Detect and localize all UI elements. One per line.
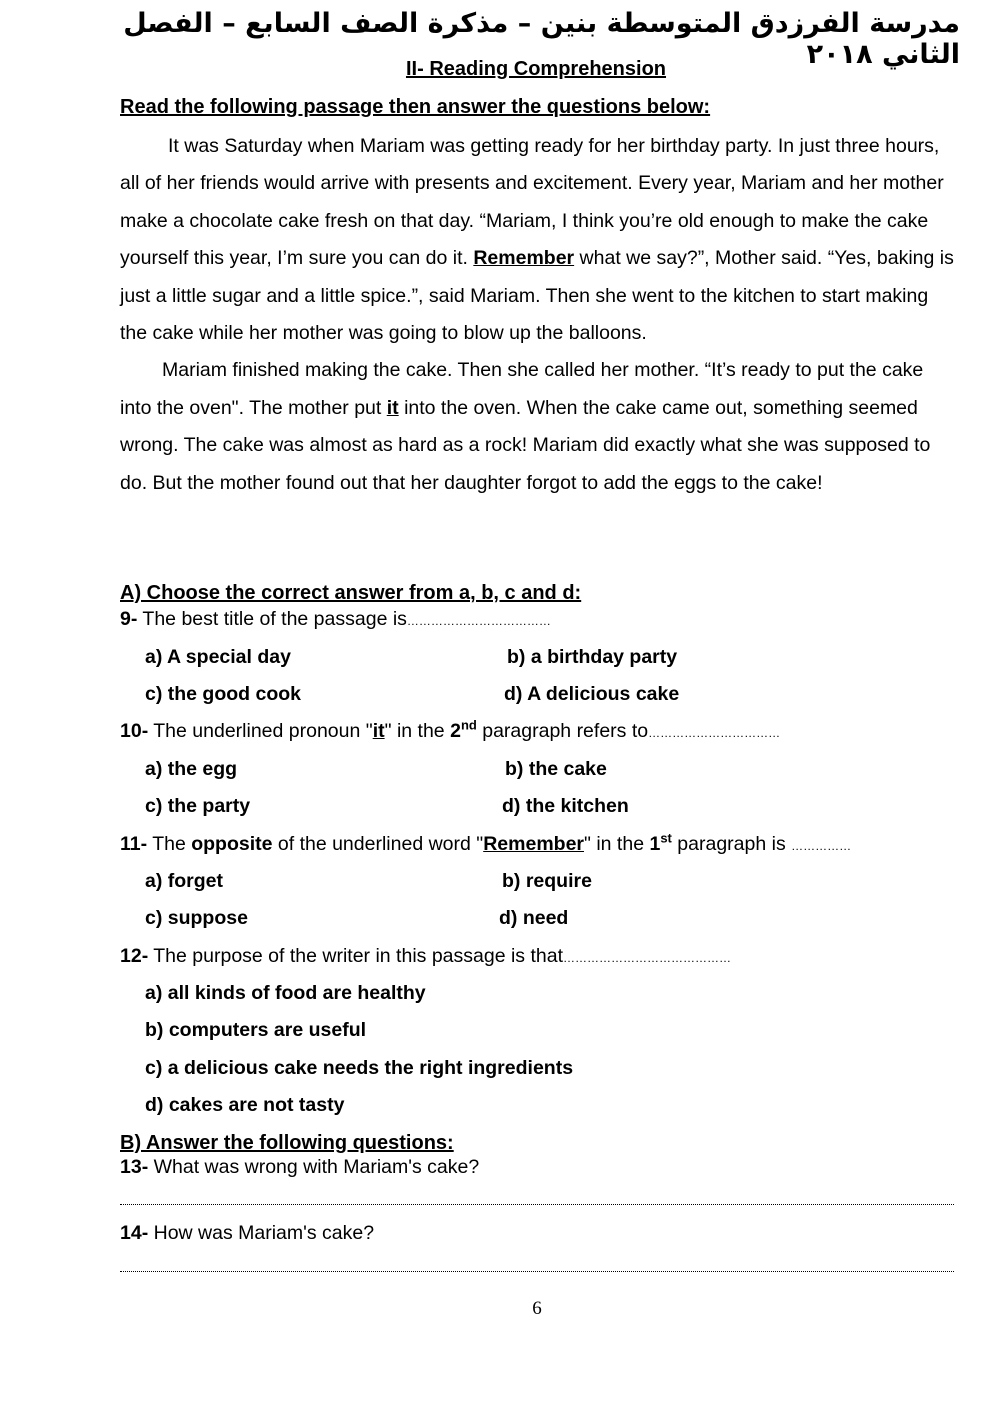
q10-option-b[interactable]: b) the cake: [505, 758, 607, 780]
passage-instruction: Read the following passage then answer the questions below:: [120, 96, 711, 118]
q9-option-d[interactable]: d) A delicious cake: [504, 683, 680, 705]
question-14: [120, 1222, 374, 1245]
q11-ordinal-suffix: st: [660, 830, 672, 846]
q9-text: The best title of the passage is: [142, 608, 407, 630]
q12-option-c[interactable]: c) a delicious cake needs the right ingredients: [145, 1057, 574, 1079]
section-b-heading: B) Answer the following questions:: [120, 1132, 454, 1154]
q10-number: 10-: [120, 720, 149, 742]
q9-number: 9-: [120, 608, 138, 630]
q13-answer-line[interactable]: [120, 1204, 954, 1205]
question-11: [120, 830, 852, 856]
q11-text-post: paragraph is: [671, 833, 792, 855]
keyword-remember: Remember: [473, 247, 575, 270]
p1-text-b: what we say?”, Mother said. “Yes, baking is just a little sugar and a little spice.”, said Mariam. Then she went to the kitchen to start making the cake while her mother was going to blow up the balloons.: [120, 247, 954, 345]
q11-blank: ……………: [791, 839, 852, 853]
q9-option-a[interactable]: a) A special day: [145, 646, 291, 668]
q12-option-d[interactable]: d) cakes are not tasty: [145, 1094, 345, 1116]
q14-text: How was Mariam's cake?: [153, 1222, 375, 1244]
q12-option-a[interactable]: a) all kinds of food are healthy: [145, 982, 426, 1004]
q10-blank: ……………………………: [648, 726, 781, 740]
q10-option-c[interactable]: c) the party: [145, 795, 251, 817]
question-9: [120, 608, 551, 631]
q11-option-c[interactable]: c) suppose: [145, 907, 248, 929]
keyword-it: it: [386, 396, 399, 419]
q11-keyword: Remember: [483, 833, 584, 855]
q9-option-b[interactable]: b) a birthday party: [507, 646, 678, 668]
q10-option-d[interactable]: d) the kitchen: [502, 795, 629, 817]
q11-bold-word: opposite: [191, 833, 273, 855]
page-number: 6: [532, 1298, 542, 1319]
p1-text-a: It was Saturday when Mariam was getting ready for her birthday party. In just three hours, all of her friends would arrive with presents and excitement. Every year, Mariam and her mother make a chocolate cake fresh on that day. “Mariam, I think you’re old enough to make the cake yourself this year, I’m sure you can do it.: [120, 135, 944, 270]
q11-ordinal: 1: [649, 833, 661, 855]
q13-number: 13-: [120, 1156, 149, 1178]
q11-text-mid2: " in the: [584, 833, 650, 855]
q11-option-d[interactable]: d) need: [499, 907, 569, 929]
q9-option-c[interactable]: c) the good cook: [145, 683, 301, 705]
question-13: [120, 1156, 479, 1179]
reading-passage: [120, 128, 955, 502]
q10-keyword: it: [372, 720, 385, 742]
q12-option-b[interactable]: b) computers are useful: [145, 1019, 367, 1041]
q12-blank: ……………………………………: [563, 951, 731, 965]
section-title: II- Reading Comprehension: [405, 58, 667, 80]
q10-text-mid: " in the: [384, 720, 451, 742]
q11-text-mid: of the underlined word ": [272, 833, 484, 855]
section-a-heading: A) Choose the correct answer from a, b, c and d:: [120, 582, 582, 604]
q10-option-a[interactable]: a) the egg: [145, 758, 238, 780]
passage-paragraph-2: [120, 352, 955, 502]
q14-answer-line[interactable]: [120, 1271, 954, 1272]
p2-text-a: Mariam finished making the cake. Then she called her mother. “It’s ready to put the cake into the oven". The mother put: [120, 359, 924, 419]
q12-number: 12-: [120, 945, 149, 967]
q10-ordinal-suffix: nd: [460, 717, 477, 733]
q11-option-a[interactable]: a) forget: [145, 870, 223, 892]
q10-text-pre: The underlined pronoun ": [153, 720, 373, 742]
q11-number: 11-: [120, 833, 148, 855]
q12-text: The purpose of the writer in this passage is that: [153, 945, 563, 967]
school-header: مدرسة الفرزدق المتوسطة بنين – مذكرة الصف السابع – الفصل الثاني ٢٠١٨: [123, 8, 960, 70]
question-12: [120, 945, 731, 968]
q10-ordinal: 2: [450, 720, 461, 742]
q10-text-post: paragraph refers to: [476, 720, 649, 742]
q14-number: 14-: [120, 1222, 149, 1244]
q13-text: What was wrong with Mariam's cake?: [153, 1156, 480, 1178]
q11-option-b[interactable]: b) require: [502, 870, 592, 892]
p2-text-b: into the oven. When the cake came out, something seemed wrong. The cake was almost as hard as a rock! Mariam did exactly what she was supposed to do. But the mother found out that her daughter forgot to add the eggs to the cake!: [120, 396, 931, 494]
question-10: [120, 717, 781, 743]
q9-blank: ………………………………: [406, 614, 551, 628]
q11-text-pre: The: [152, 833, 192, 855]
passage-paragraph-1: [120, 128, 955, 352]
